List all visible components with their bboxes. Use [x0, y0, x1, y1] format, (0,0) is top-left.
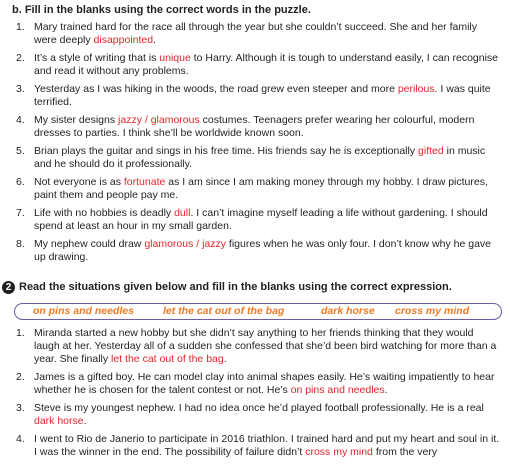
- list-item: [0, 402, 510, 428]
- section-b-list: [0, 21, 510, 269]
- list-item: [0, 238, 510, 264]
- answer-text: perilous: [397, 83, 435, 95]
- item-text-before: My sister designs: [34, 114, 119, 126]
- item-number: 6.: [16, 176, 25, 188]
- list-item: [0, 114, 510, 140]
- item-text-before: I went to Rio de Janerio to participate in 2016 triathlon. I trained hard and put my heart and soul in it. I was the winner in the end. The possibility of failure didn’t: [34, 433, 500, 459]
- item-text-after: .: [83, 415, 87, 428]
- section-2-list: [0, 327, 510, 464]
- item-text-after: from the very: [372, 446, 438, 459]
- item-number: 2.: [16, 371, 25, 384]
- answer-text: dark horse: [34, 415, 84, 428]
- item-number: 3.: [16, 402, 25, 415]
- answer-text: glamorous / jazzy: [144, 238, 227, 250]
- item-text-after: .: [223, 353, 227, 366]
- section-2-heading: Read the situations given below and fill in the blanks using the correct expression.: [19, 281, 452, 293]
- item-text-before: Yesterday as I was hiking in the woods, the road grew even steeper and more: [34, 83, 398, 95]
- list-item: [0, 371, 510, 397]
- list-item: [0, 176, 510, 202]
- section-2-header: [2, 281, 452, 294]
- item-number: 3.: [16, 83, 25, 95]
- item-text-before: Mary trained hard for the race all through the year but she couldn’t succeed. She and her family were deeply: [34, 21, 477, 47]
- item-text-before: My nephew could draw: [34, 238, 145, 250]
- item-number: 5.: [16, 145, 25, 157]
- item-text-after: costumes. Teenagers prefer wearing her colourful, modern dresses to parties. I think she’ll be worldwide known soon.: [34, 114, 475, 140]
- section-number-badge: 2: [2, 281, 15, 294]
- item-text-before: It’s a style of writing that is: [34, 52, 160, 64]
- answer-text: cross my mind: [305, 446, 373, 459]
- item-number: 2.: [16, 52, 25, 64]
- list-item: [0, 52, 510, 78]
- answer-text: let the cat out of the bag: [111, 353, 224, 366]
- section-b-heading: b. Fill in the blanks using the correct words in the puzzle.: [12, 4, 311, 16]
- item-text-before: Life with no hobbies is deadly: [34, 207, 175, 219]
- item-text-after: .: [153, 34, 157, 47]
- item-text-before: Not everyone is as: [34, 176, 124, 188]
- item-text-after: . I was quite terrified.: [34, 83, 491, 109]
- answer-text: gifted: [418, 145, 444, 157]
- item-number: 7.: [16, 207, 25, 219]
- item-text-before: Steve is my youngest nephew. I had no idea once he’d played football professionally. He is a real: [34, 402, 484, 415]
- list-item: [0, 145, 510, 171]
- list-item: [0, 433, 510, 459]
- answer-text: jazzy / glamorous: [118, 114, 200, 126]
- answer-text: fortunate: [123, 176, 166, 188]
- item-text-before: James is a gifted boy. He can model clay into animal shapes easily. He’s waiting impatiently to hear whether he is chosen for the talent contest or not. He’s: [34, 371, 495, 397]
- answer-text: disappointed: [93, 34, 154, 47]
- item-text-before: Brian plays the guitar and sings in his free time. His friends say he is exceptionally: [34, 145, 419, 157]
- list-item: [0, 207, 510, 233]
- item-text-after: .: [384, 384, 388, 397]
- answer-text: dull: [174, 207, 191, 219]
- item-number: 4.: [16, 433, 25, 446]
- expression-2: let the cat out of the bag: [163, 305, 285, 317]
- expression-box: [14, 303, 502, 320]
- answer-text: unique: [159, 52, 191, 64]
- item-number: 4.: [16, 114, 25, 126]
- expression-4: cross my mind: [395, 305, 470, 317]
- expression-1: on pins and needles: [33, 305, 134, 317]
- list-item: [0, 327, 510, 367]
- item-number: 8.: [16, 238, 25, 250]
- item-text-after: to Harry. Although it is tough to understand easily, I can recognise and read it without any problems.: [34, 52, 499, 78]
- item-number: 1.: [16, 327, 25, 339]
- item-text-after: in music and he should do it professionally.: [34, 145, 486, 171]
- item-text-after: as I am since I am making money through my hobby. I draw pictures, paint them and people pay me.: [34, 176, 488, 202]
- expression-3: dark horse: [321, 305, 375, 317]
- list-item: [0, 21, 510, 47]
- item-text-before: Miranda started a new hobby but she didn’t say anything to her friends thinking that they would laugh at her. Yesterday all of a sudden she confessed that she’d been bird watching for more than a year. She finally: [34, 327, 497, 366]
- answer-text: on pins and needles: [290, 384, 385, 397]
- item-number: 1.: [16, 21, 25, 33]
- list-item: [0, 83, 510, 109]
- item-text-after: . I can’t imagine myself leading a life without gardening. I should spend at least an hour in my small garden.: [34, 207, 488, 233]
- item-text-after: figures when he was only four. I don’t know why he gave up drawing.: [34, 238, 492, 264]
